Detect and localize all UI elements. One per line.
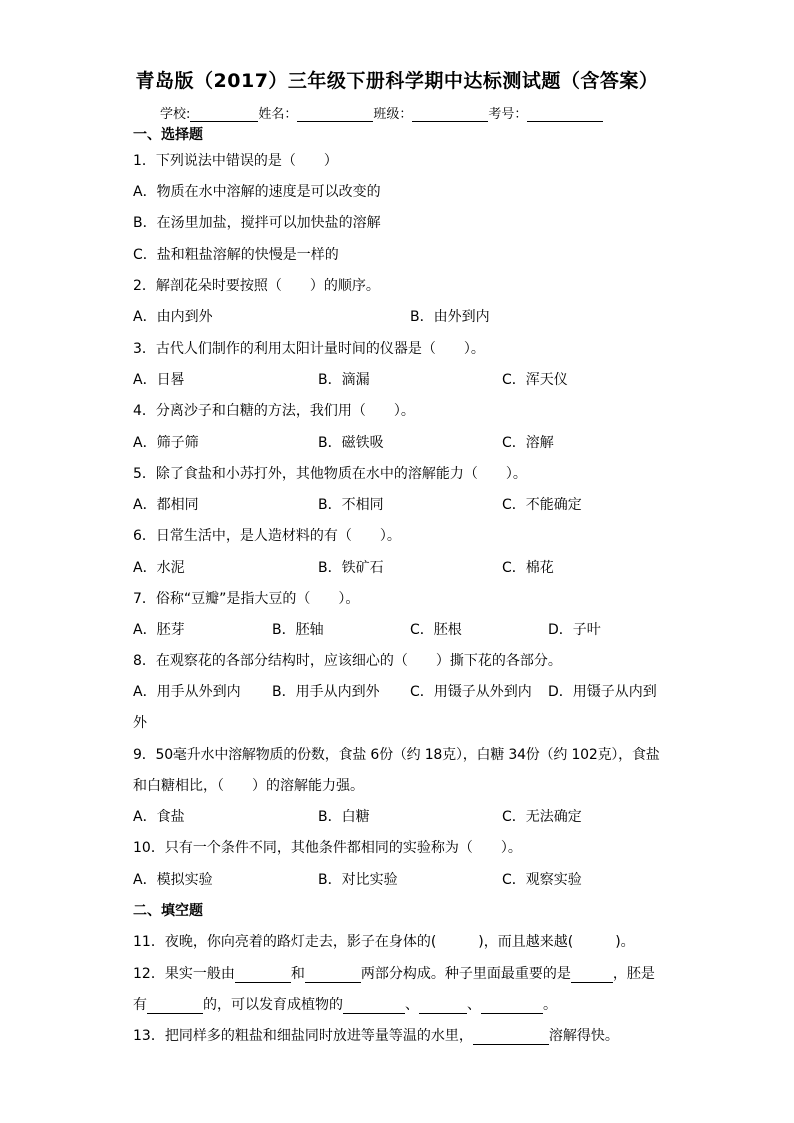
question-10-stem: 10．只有一个条件不同，其他条件都相同的实验称为（ ）。: [133, 840, 522, 856]
question-12-blank-2[interactable]: [305, 967, 361, 983]
question-12-text-3: 两部分构成。种子里面最重要的是: [360, 966, 571, 982]
class-blank[interactable]: [412, 107, 488, 122]
question-13: [133, 1025, 619, 1045]
question-9-option-c: C．无法确定: [502, 809, 582, 825]
question-12-text-2: 和: [290, 966, 305, 982]
question-3-stem: 3．古代人们制作的利用太阳计量时间的仪器是（ ）。: [133, 341, 485, 357]
question-7-option-c: C．胚根: [410, 622, 462, 638]
question-12-text-5: 有: [133, 997, 147, 1013]
question-12-text-8: 、: [467, 997, 481, 1013]
section-choice-title: 一、选择题: [133, 127, 203, 143]
question-5-option-b: B．不相同: [318, 497, 384, 513]
question-11: [133, 931, 635, 951]
question-9-stem-line1: 9．50毫升水中溶解物质的份数，食盐 6份（约 18克），白糖 34份（约 102克），食盐: [133, 747, 660, 763]
question-3-option-a: A．日晷: [133, 372, 185, 388]
question-3-option-c: C．浑天仪: [502, 372, 568, 388]
question-12-blank-5[interactable]: [343, 998, 405, 1014]
question-12-text-7: 、: [405, 997, 419, 1013]
question-12-line1: [133, 963, 655, 983]
question-4-option-b: B．磁铁吸: [318, 435, 384, 451]
question-12-blank-4[interactable]: [147, 998, 203, 1014]
question-8-stem: 8．在观察花的各部分结构时，应该细心的（ ）撕下花的各部分。: [133, 653, 562, 669]
question-13-text-2: 溶解得快。: [548, 1028, 619, 1044]
number-label: 考号：: [488, 107, 528, 122]
section-fill-title: 二、填空题: [133, 903, 203, 919]
question-9-option-a: A．食盐: [133, 809, 185, 825]
question-12-text-4: ，胚是: [612, 966, 655, 982]
school-label: 学校:: [160, 107, 191, 122]
class-label: 班级：: [373, 107, 413, 122]
question-4-option-c: C．溶解: [502, 435, 554, 451]
question-3-option-b: B．滴漏: [318, 372, 370, 388]
question-7-stem: 7．俗称“豆瓣”是指大豆的（ ）。: [133, 591, 360, 607]
question-10-option-a: A．模拟实验: [133, 872, 213, 888]
question-12-blank-1[interactable]: [235, 967, 291, 983]
question-12-text-9: 。: [543, 997, 557, 1013]
question-12-text-6: 的，可以发育成植物的: [203, 997, 343, 1013]
question-2-option-b: B．由外到内: [410, 309, 490, 325]
question-4-option-a: A．筛子筛: [133, 435, 199, 451]
question-6-option-c: C．棉花: [502, 560, 554, 576]
name-label: 姓名：: [258, 107, 298, 122]
question-1-stem: 1．下列说法中错误的是（ ）: [133, 153, 338, 169]
question-12-text-1: 12．果实一般由: [133, 966, 235, 982]
exam-title: 青岛版（2017）三年级下册科学期中达标测试题（含答案）: [135, 70, 659, 92]
question-8-option-d-continued: 外: [133, 715, 147, 731]
question-2-stem: 2．解剖花朵时要按照（ ）的顺序。: [133, 278, 380, 294]
question-8-option-c: C．用镊子从外到内: [410, 684, 532, 700]
question-7-option-a: A．胚芽: [133, 622, 185, 638]
name-blank[interactable]: [297, 107, 373, 122]
question-7-option-d: D．子叶: [548, 622, 601, 638]
question-9-option-b: B．白糖: [318, 809, 370, 825]
question-2-option-a: A．由内到外: [133, 309, 213, 325]
question-5-option-c: C．不能确定: [502, 497, 582, 513]
question-6-stem: 6．日常生活中，是人造材料的有（ ）。: [133, 528, 401, 544]
question-8-option-d: D．用镊子从内到: [548, 684, 657, 700]
question-8-option-b: B．用手从内到外: [272, 684, 380, 700]
question-9-stem-line2: 和白糖相比，（ ）的溶解能力强。: [133, 778, 364, 794]
question-12-blank-7[interactable]: [481, 998, 543, 1014]
question-12-blank-6[interactable]: [419, 998, 467, 1014]
question-11-text-1: 11．夜晚，你向亮着的路灯走去，影子在身体的(: [133, 934, 437, 950]
question-4-stem: 4．分离沙子和白糖的方法，我们用（ ）。: [133, 403, 415, 419]
question-5-stem: 5．除了食盐和小苏打外，其他物质在水中的溶解能力（ ）。: [133, 466, 527, 482]
question-5-option-a: A．都相同: [133, 497, 199, 513]
question-1-option-b: B．在汤里加盐，搅拌可以加快盐的溶解: [133, 215, 381, 231]
school-blank[interactable]: [190, 107, 258, 122]
question-10-option-c: C．观察实验: [502, 872, 582, 888]
question-6-option-b: B．铁矿石: [318, 560, 384, 576]
student-info-line: [160, 103, 603, 122]
question-12-line2: [133, 994, 557, 1014]
question-13-blank-1[interactable]: [473, 1029, 549, 1045]
question-11-text-2: )，而且越来越(: [478, 934, 574, 950]
question-1-option-c: C．盐和粗盐溶解的快慢是一样的: [133, 247, 339, 263]
question-12-blank-3[interactable]: [571, 967, 613, 983]
question-8-option-a: A．用手从外到内: [133, 684, 241, 700]
number-blank[interactable]: [527, 107, 603, 122]
question-13-text-1: 13．把同样多的粗盐和细盐同时放进等量等温的水里，: [133, 1028, 473, 1044]
question-10-option-b: B．对比实验: [318, 872, 398, 888]
question-11-text-3: )。: [615, 934, 635, 950]
question-7-option-b: B．胚轴: [272, 622, 324, 638]
question-6-option-a: A．水泥: [133, 560, 185, 576]
question-1-option-a: A．物质在水中溶解的速度是可以改变的: [133, 184, 381, 200]
